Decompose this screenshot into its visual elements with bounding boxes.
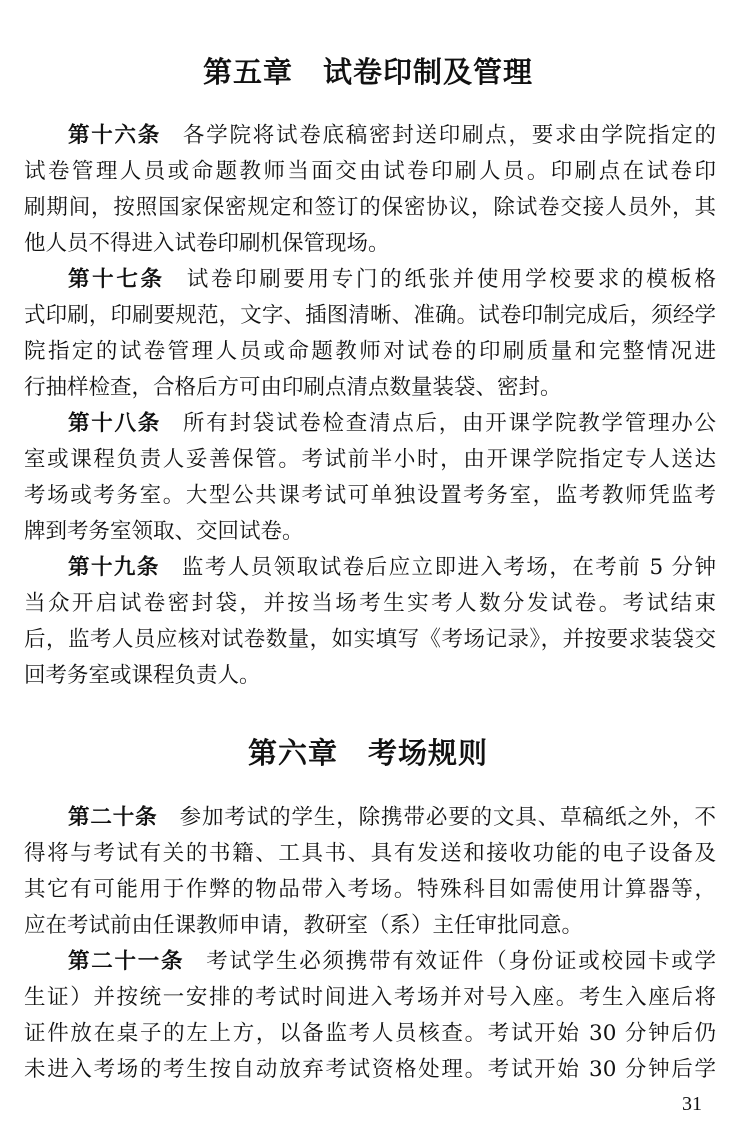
- paragraph-line: 他人员不得进入试卷印刷机保管现场。: [24, 231, 390, 256]
- article-21: [24, 944, 716, 1088]
- article-label: 第十八条: [68, 411, 161, 436]
- paragraph-line: [24, 944, 716, 980]
- article-18: [24, 406, 716, 550]
- paragraph-line: 其它有可能用于作弊的物品带入考场。特殊科目如需使用计算器等，: [24, 877, 716, 902]
- paragraph-line: 应在考试前由任课教师申请，教研室（系）主任审批同意。: [24, 913, 584, 938]
- article-19: [24, 550, 716, 694]
- paragraph-text: 试卷印刷要用专门的纸张并使用学校要求的模板格: [186, 267, 716, 292]
- article-label: 第二十条: [68, 805, 158, 830]
- chapter-5-title: 第五章 试卷印制及管理: [202, 55, 533, 89]
- paragraph-line: [24, 118, 716, 154]
- paragraph-line: 当众开启试卷密封袋，并按当场考生实考人数分发试卷。考试结束: [24, 591, 716, 616]
- paragraph-line: 回考务室或课程负责人。: [24, 663, 261, 688]
- paragraph-text: 监考人员领取试卷后应立即进入考场，在考前 5 分钟: [181, 555, 716, 580]
- article-label: 第十六条: [68, 123, 161, 148]
- article-label: 第十七条: [68, 267, 165, 292]
- paragraph-line: 后，监考人员应核对试卷数量，如实填写《考场记录》，并按要求装袋交: [24, 627, 716, 652]
- paragraph-line: 未进入考场的考生按自动放弃考试资格处理。考试开始 30 分钟后学: [24, 1057, 716, 1082]
- article-16: [24, 118, 716, 262]
- paragraph-text: 考试学生必须携带有效证件（身份证或校园卡或学: [206, 949, 716, 974]
- article-label: 第二十一条: [68, 949, 185, 974]
- article-17: [24, 262, 716, 406]
- paragraph-line: 生证）并按统一安排的考试时间进入考场并对号入座。考生入座后将: [24, 985, 716, 1010]
- paragraph-line: 行抽样检查，合格后方可由印刷点清点数量装袋、密封。: [24, 375, 562, 400]
- paragraph-line: 得将与考试有关的书籍、工具书、具有发送和接收功能的电子设备及: [24, 841, 716, 866]
- paragraph-line: 式印刷，印刷要规范，文字、插图清晰、准确。试卷印制完成后，须经学: [24, 303, 716, 328]
- paragraph-line: 院指定的试卷管理人员或命题教师对试卷的印刷质量和完整情况进: [24, 339, 716, 364]
- paragraph-line: 考场或考务室。大型公共课考试可单独设置考务室，监考教师凭监考: [24, 483, 716, 508]
- chapter-6-title: 第六章 考场规则: [247, 736, 488, 770]
- paragraph-text: 所有封袋试卷检查清点后，由开课学院教学管理办公: [183, 411, 716, 436]
- chapter-5-body: [24, 118, 716, 694]
- page-number: 31: [682, 1093, 702, 1115]
- paragraph-line: 证件放在桌子的左上方，以备监考人员核查。考试开始 30 分钟后仍: [24, 1021, 716, 1046]
- article-20: [24, 800, 716, 944]
- article-label: 第十九条: [68, 555, 160, 580]
- paragraph-line: 刷期间，按照国家保密规定和签订的保密协议，除试卷交接人员外，其: [24, 195, 716, 220]
- paragraph-line: [24, 262, 716, 298]
- paragraph-line: 室或课程负责人妥善保管。考试前半小时，由开课学院指定专人送达: [24, 447, 716, 472]
- paragraph-line: [24, 550, 716, 586]
- paragraph-text: 各学院将试卷底稿密封送印刷点，要求由学院指定的: [183, 123, 716, 148]
- paragraph-line: 牌到考务室领取、交回试卷。: [24, 519, 304, 544]
- paragraph-line: [24, 406, 716, 442]
- paragraph-text: 参加考试的学生，除携带必要的文具、草稿纸之外，不: [179, 805, 716, 830]
- paragraph-line: [24, 800, 716, 836]
- chapter-6-body: [24, 800, 716, 1088]
- paragraph-line: 试卷管理人员或命题教师当面交由试卷印刷人员。印刷点在试卷印: [24, 159, 716, 184]
